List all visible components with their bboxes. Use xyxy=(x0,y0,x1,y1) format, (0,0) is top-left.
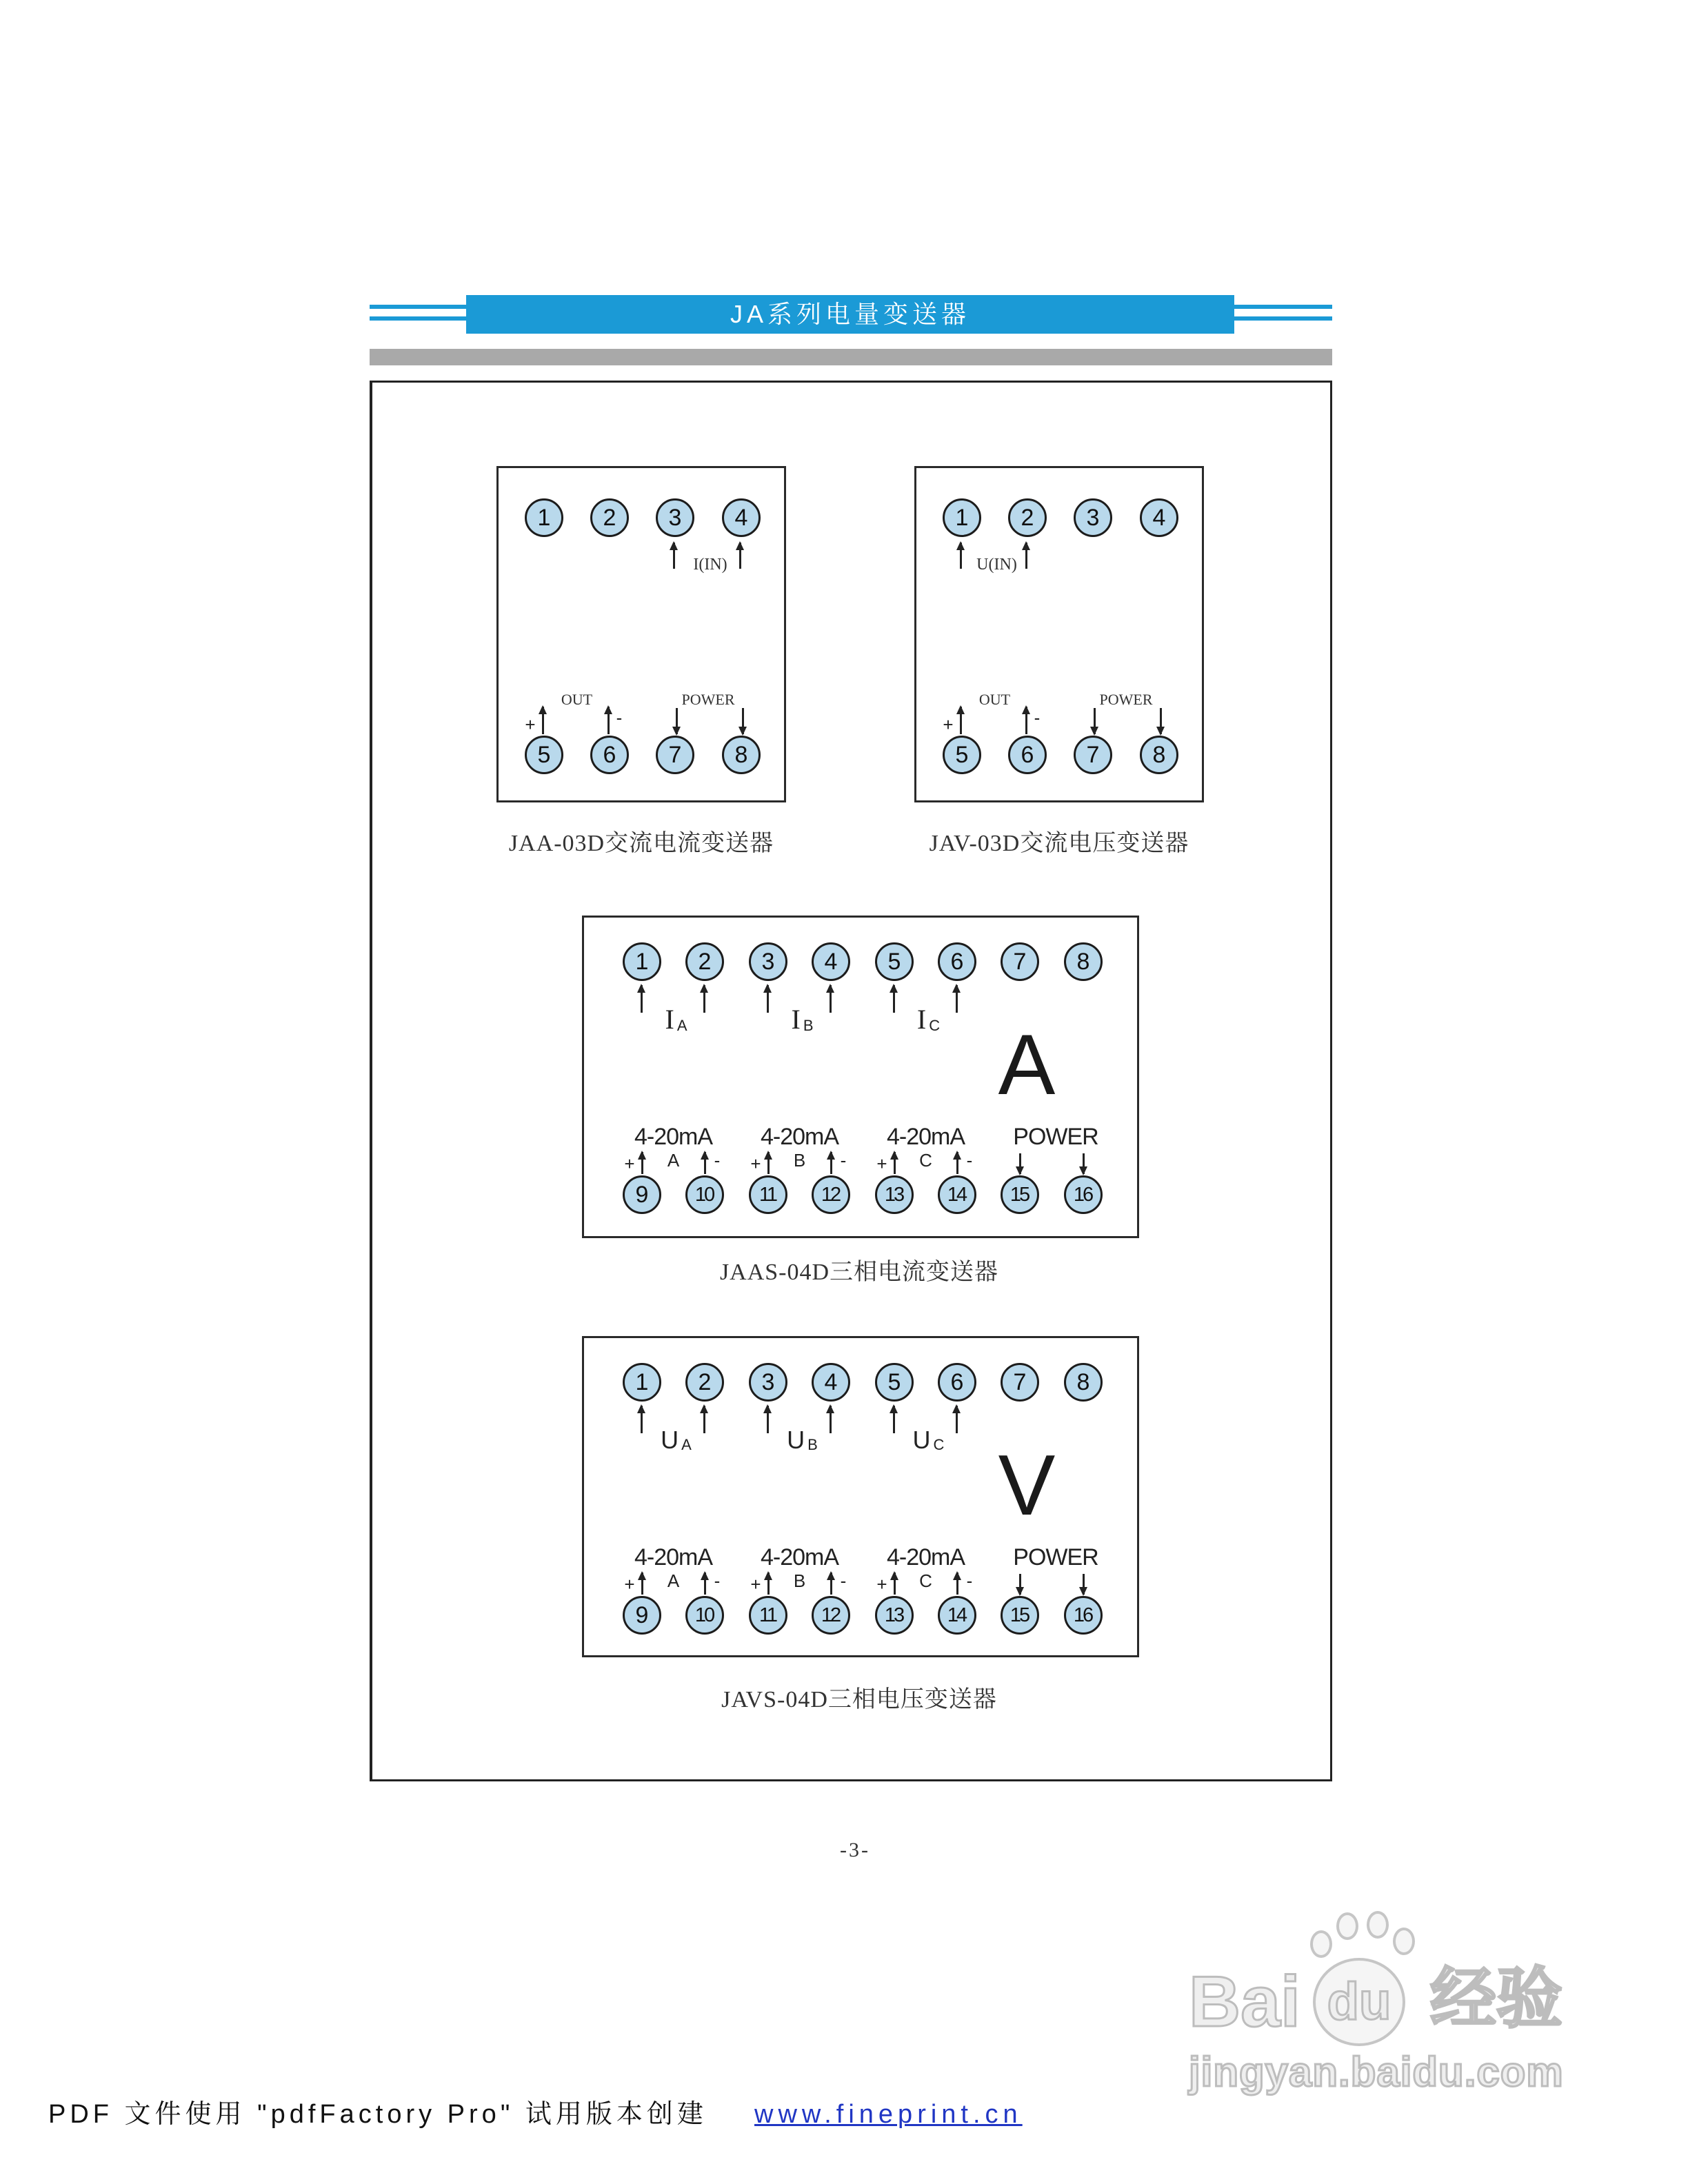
terminal-circle: 1 xyxy=(623,1363,661,1402)
phase-input-symbol: U xyxy=(661,1426,679,1454)
terminal-circle: 11 xyxy=(749,1175,787,1214)
input-label: I(IN) xyxy=(693,556,727,574)
arrow-up-icon xyxy=(641,1573,643,1595)
terminal-circle: 16 xyxy=(1064,1596,1103,1635)
arrow-up-icon xyxy=(830,985,832,1013)
arrow-down-icon xyxy=(1019,1153,1021,1174)
phase-input-subscript: A xyxy=(681,1436,692,1453)
terminal-circle: 13 xyxy=(875,1596,914,1635)
terminal-circle: 9 xyxy=(623,1596,661,1635)
arrow-up-icon xyxy=(641,1406,643,1433)
arrow-up-icon xyxy=(767,985,769,1013)
wiring-diagram-javs04d xyxy=(582,1336,1139,1657)
phase-input-symbol: U xyxy=(912,1426,931,1454)
terminal-circle: 6 xyxy=(938,942,976,981)
phase-letter: A xyxy=(667,1150,680,1171)
paw-icon xyxy=(1336,1912,1358,1940)
terminal-circle: 5 xyxy=(875,942,914,981)
phase-input-label xyxy=(661,1428,692,1453)
arrow-up-icon xyxy=(894,1152,896,1174)
arrow-up-icon xyxy=(960,543,962,569)
arrow-up-icon xyxy=(767,1573,770,1595)
header-banner xyxy=(466,295,1234,334)
current-loop-label: 4-20mA xyxy=(760,1124,839,1150)
arrow-up-icon xyxy=(956,1573,958,1595)
arrow-up-icon xyxy=(960,707,962,734)
plus-sign: + xyxy=(750,1153,761,1174)
watermark-product: 经验 xyxy=(1430,1962,1563,2036)
arrow-up-icon xyxy=(739,543,741,569)
arrow-up-icon xyxy=(703,1406,705,1433)
terminal-circle: 13 xyxy=(875,1175,914,1214)
arrow-up-icon xyxy=(893,985,895,1013)
terminal-circle: 3 xyxy=(749,1363,787,1402)
minus-sign: - xyxy=(1034,707,1041,728)
arrow-up-icon xyxy=(1025,707,1027,734)
arrow-up-icon xyxy=(956,985,958,1013)
power-label: POWER xyxy=(1013,1544,1098,1570)
arrow-up-icon xyxy=(830,1573,832,1595)
diagram-caption: JAVS-04D三相电压变送器 xyxy=(721,1687,997,1712)
arrow-down-icon xyxy=(1094,708,1096,734)
plus-sign: + xyxy=(624,1574,635,1595)
diagram-caption: JAA-03D交流电流变送器 xyxy=(508,831,774,856)
arrow-down-icon xyxy=(676,708,678,734)
arrow-up-icon xyxy=(641,985,643,1013)
footer-text: PDF 文件使用 "pdfFactory Pro" 试用版本创建 xyxy=(48,2100,707,2129)
terminal-circle: 3 xyxy=(749,942,787,981)
arrow-up-icon xyxy=(767,1406,769,1433)
minus-sign: - xyxy=(840,1150,847,1171)
minus-sign: - xyxy=(966,1570,973,1591)
measurand-symbol: V xyxy=(998,1438,1056,1533)
arrow-up-icon xyxy=(673,543,675,569)
terminal-circle: 7 xyxy=(1001,1363,1039,1402)
watermark-url: jingyan.baidu.com xyxy=(1189,2049,1564,2095)
arrow-up-icon xyxy=(542,707,544,734)
terminal-circle: 8 xyxy=(1140,736,1178,774)
minus-sign: - xyxy=(966,1150,973,1171)
terminal-circle: 6 xyxy=(1008,736,1047,774)
phase-input-label xyxy=(791,1006,813,1033)
plus-sign: + xyxy=(943,714,954,735)
terminal-circle: 10 xyxy=(685,1596,724,1635)
arrow-down-icon xyxy=(1019,1574,1021,1595)
arrow-up-icon xyxy=(956,1152,958,1174)
paw-icon xyxy=(1313,1958,1405,2046)
terminal-circle: 15 xyxy=(1001,1175,1039,1214)
arrow-up-icon xyxy=(641,1152,643,1174)
phase-input-symbol: I xyxy=(916,1004,927,1035)
minus-sign: - xyxy=(840,1570,847,1591)
phase-input-label xyxy=(665,1006,687,1033)
current-loop-label: 4-20mA xyxy=(886,1124,965,1150)
terminal-circle: 4 xyxy=(722,498,761,537)
terminal-circle: 15 xyxy=(1001,1596,1039,1635)
terminal-circle: 11 xyxy=(749,1596,787,1635)
phase-input-symbol: U xyxy=(787,1426,805,1454)
power-label: POWER xyxy=(1099,691,1153,708)
wiring-diagram-jaas04d xyxy=(582,916,1139,1238)
terminal-circle: 12 xyxy=(812,1175,850,1214)
output-label: OUT xyxy=(978,691,1011,708)
arrow-up-icon xyxy=(1025,543,1027,569)
arrow-up-icon xyxy=(893,1406,895,1433)
phase-letter: B xyxy=(793,1150,806,1171)
terminal-circle: 2 xyxy=(1008,498,1047,537)
arrow-up-icon xyxy=(830,1406,832,1433)
paw-icon xyxy=(1393,1928,1415,1955)
phase-letter: B xyxy=(793,1570,806,1591)
terminal-circle: 5 xyxy=(943,736,981,774)
minus-sign: - xyxy=(616,707,623,728)
arrow-down-icon xyxy=(742,708,744,734)
terminal-circle: 4 xyxy=(812,1363,850,1402)
current-loop-label: 4-20mA xyxy=(634,1124,713,1150)
terminal-circle: 12 xyxy=(812,1596,850,1635)
phase-input-subscript: B xyxy=(807,1436,818,1453)
terminal-circle: 3 xyxy=(1074,498,1112,537)
phase-input-symbol: I xyxy=(791,1004,801,1035)
arrow-up-icon xyxy=(767,1152,770,1174)
minus-sign: - xyxy=(714,1570,721,1591)
footer-link[interactable]: www.fineprint.cn xyxy=(754,2100,1023,2129)
terminal-circle: 1 xyxy=(943,498,981,537)
terminal-circle: 2 xyxy=(685,942,724,981)
terminal-circle: 5 xyxy=(875,1363,914,1402)
terminal-circle: 9 xyxy=(623,1175,661,1214)
measurand-symbol: A xyxy=(998,1018,1056,1113)
terminal-circle: 14 xyxy=(938,1175,976,1214)
plus-sign: + xyxy=(525,714,536,735)
paw-icon xyxy=(1310,1930,1332,1958)
terminal-circle: 4 xyxy=(1140,498,1178,537)
power-label: POWER xyxy=(681,691,735,708)
arrow-down-icon xyxy=(1160,708,1162,734)
watermark-logo-text: Bai xyxy=(1189,1962,1300,2042)
phase-letter: C xyxy=(919,1150,932,1171)
power-label: POWER xyxy=(1013,1124,1098,1150)
terminal-circle: 1 xyxy=(525,498,563,537)
terminal-circle: 14 xyxy=(938,1596,976,1635)
wiring-diagram-jav03d xyxy=(914,466,1204,802)
diagram-caption: JAAS-04D三相电流变送器 xyxy=(719,1260,999,1285)
phase-letter: C xyxy=(919,1570,932,1591)
page-number: -3- xyxy=(840,1839,870,1861)
phase-letter: A xyxy=(667,1570,680,1591)
phase-input-subscript: C xyxy=(933,1436,945,1453)
terminal-circle: 6 xyxy=(590,736,629,774)
arrow-up-icon xyxy=(704,1152,706,1174)
diagram-caption: JAV-03D交流电压变送器 xyxy=(929,831,1189,856)
phase-input-subscript: B xyxy=(803,1017,814,1034)
input-label: U(IN) xyxy=(976,556,1017,574)
terminal-circle: 8 xyxy=(1064,942,1103,981)
terminal-circle: 8 xyxy=(722,736,761,774)
minus-sign: - xyxy=(714,1150,721,1171)
current-loop-label: 4-20mA xyxy=(634,1544,713,1570)
arrow-down-icon xyxy=(1083,1153,1085,1174)
phase-input-subscript: A xyxy=(676,1017,687,1034)
arrow-up-icon xyxy=(607,707,610,734)
phase-input-subscript: C xyxy=(929,1017,941,1034)
plus-sign: + xyxy=(750,1574,761,1595)
terminal-circle: 6 xyxy=(938,1363,976,1402)
arrow-up-icon xyxy=(704,1573,706,1595)
terminal-circle: 7 xyxy=(1074,736,1112,774)
terminal-circle: 3 xyxy=(656,498,694,537)
arrow-up-icon xyxy=(830,1152,832,1174)
watermark-logo-circle-text: du xyxy=(1327,1972,1391,2031)
terminal-circle: 16 xyxy=(1064,1175,1103,1214)
phase-input-label xyxy=(917,1006,940,1033)
current-loop-label: 4-20mA xyxy=(886,1544,965,1570)
terminal-circle: 7 xyxy=(656,736,694,774)
arrow-up-icon xyxy=(894,1573,896,1595)
plus-sign: + xyxy=(624,1153,635,1174)
arrow-up-icon xyxy=(956,1406,958,1433)
phase-input-label xyxy=(787,1428,818,1453)
arrow-down-icon xyxy=(1083,1574,1085,1595)
output-label: OUT xyxy=(561,691,593,708)
header-divider xyxy=(370,349,1332,365)
arrow-up-icon xyxy=(703,985,705,1013)
terminal-circle: 5 xyxy=(525,736,563,774)
terminal-circle: 4 xyxy=(812,942,850,981)
header-title: JA系列电量变送器 xyxy=(730,300,970,328)
terminal-circle: 2 xyxy=(685,1363,724,1402)
current-loop-label: 4-20mA xyxy=(760,1544,839,1570)
phase-input-label xyxy=(913,1428,945,1453)
terminal-circle: 7 xyxy=(1001,942,1039,981)
wiring-diagram-jaa03d xyxy=(496,466,786,802)
terminal-circle: 10 xyxy=(685,1175,724,1214)
terminal-circle: 2 xyxy=(590,498,629,537)
phase-input-symbol: I xyxy=(665,1004,674,1035)
terminal-circle: 1 xyxy=(623,942,661,981)
plus-sign: + xyxy=(876,1153,887,1174)
paw-icon xyxy=(1367,1911,1389,1939)
terminal-circle: 8 xyxy=(1064,1363,1103,1402)
plus-sign: + xyxy=(876,1574,887,1595)
